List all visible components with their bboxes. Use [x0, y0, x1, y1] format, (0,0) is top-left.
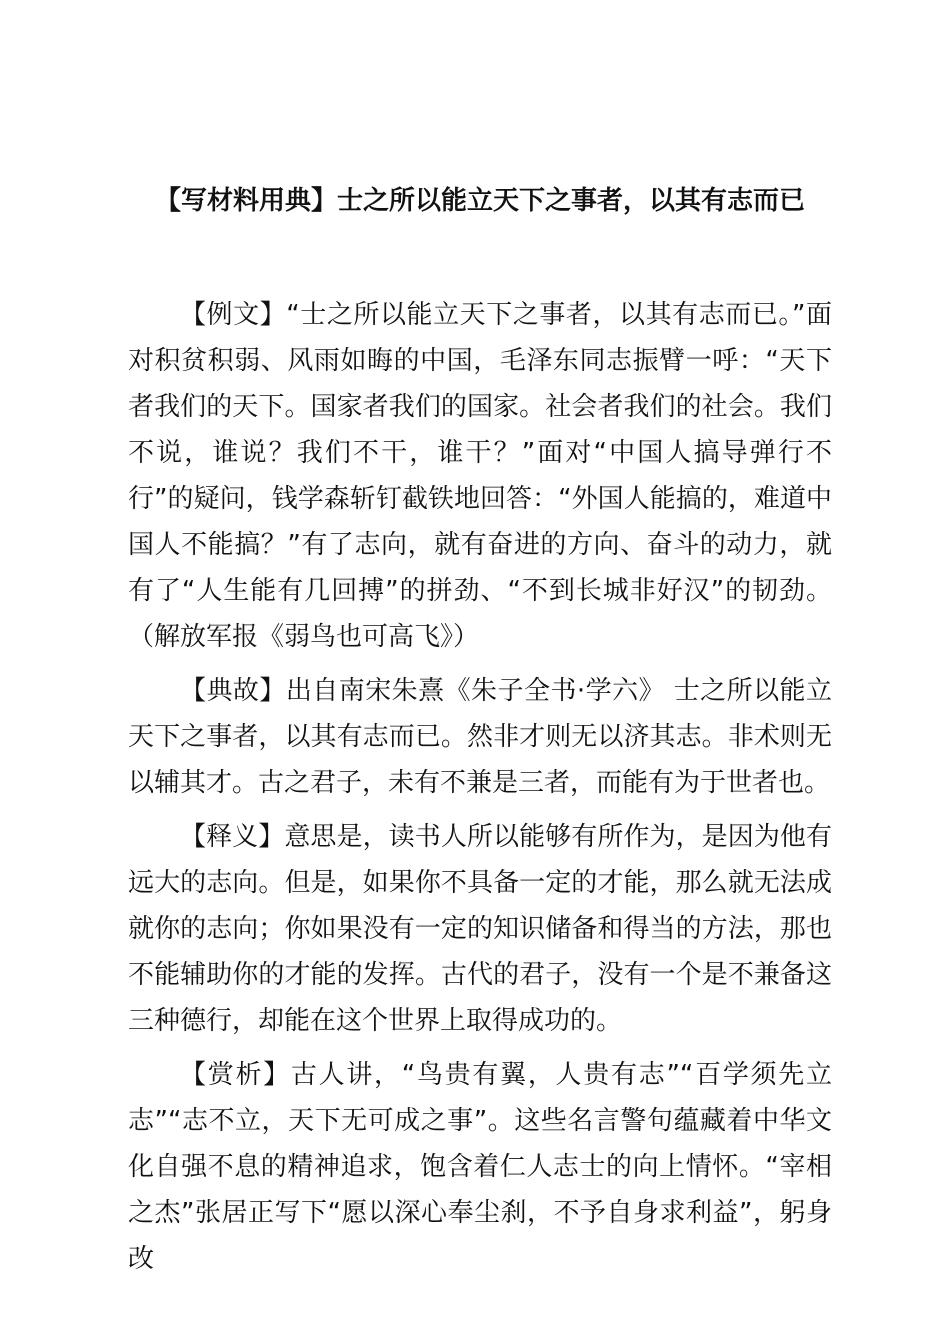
paragraph-tag: 【释义】 [180, 822, 285, 852]
paragraph-meaning [128, 814, 832, 1044]
paragraph-tag: 【例文】 [180, 300, 287, 330]
paragraph-example [128, 292, 832, 660]
paragraph-text: 出自南宋朱熹《朱子全书·学六》 士之所以能立天下之事者，以其有志而已。然非才则无以济其志。非术则无以辅其才。古之君子，未有不兼是三者，而能有为于世者也。 [128, 676, 832, 798]
paragraph-appreciation [128, 1052, 832, 1282]
paragraph-text: 古人讲，“鸟贵有翼，人贵有志”“百学须先立志”“志不立，天下无可成之事”。这些名言警句蕴藏着中华文化自强不息的精神追求，饱含着仁人志士的向上情怀。“宰相之杰”张居正写下“愿以深心奉尘刹，不予自身求利益”，躬身改 [128, 1060, 832, 1274]
paragraph-text: 意思是，读书人所以能够有所作为，是因为他有远大的志向。但是，如果你不具备一定的才能，那么就无法成就你的志向；你如果没有一定的知识储备和得当的方法，那也不能辅助你的才能的发挥。古代的君子，没有一个是不兼备这三种德行，却能在这个世界上取得成功的。 [128, 822, 832, 1036]
paragraph-allusion [128, 668, 832, 806]
document-title: 【写材料用典】士之所以能立天下之事者，以其有志而已 [154, 186, 805, 216]
document-body [128, 292, 832, 1290]
paragraph-text: “士之所以能立天下之事者，以其有志而已。”面对积贫积弱、风雨如晦的中国，毛泽东同志振臂一呼：“天下者我们的天下。国家者我们的国家。社会者我们的社会。我们不说，谁说？我们不干，谁干？”面对“中国人搞导弹行不行”的疑问，钱学森斩钉截铁地回答：“外国人能搞的，难道中国人不能搞？”有了志向，就有奋进的方向、奋斗的动力，就有了“人生能有几回搏”的拼劲、“不到长城非好汉”的韧劲。（解放军报《弱鸟也可高飞》） [128, 300, 832, 652]
paragraph-tag: 【典故】 [180, 676, 286, 706]
paragraph-tag: 【赏析】 [180, 1060, 291, 1090]
